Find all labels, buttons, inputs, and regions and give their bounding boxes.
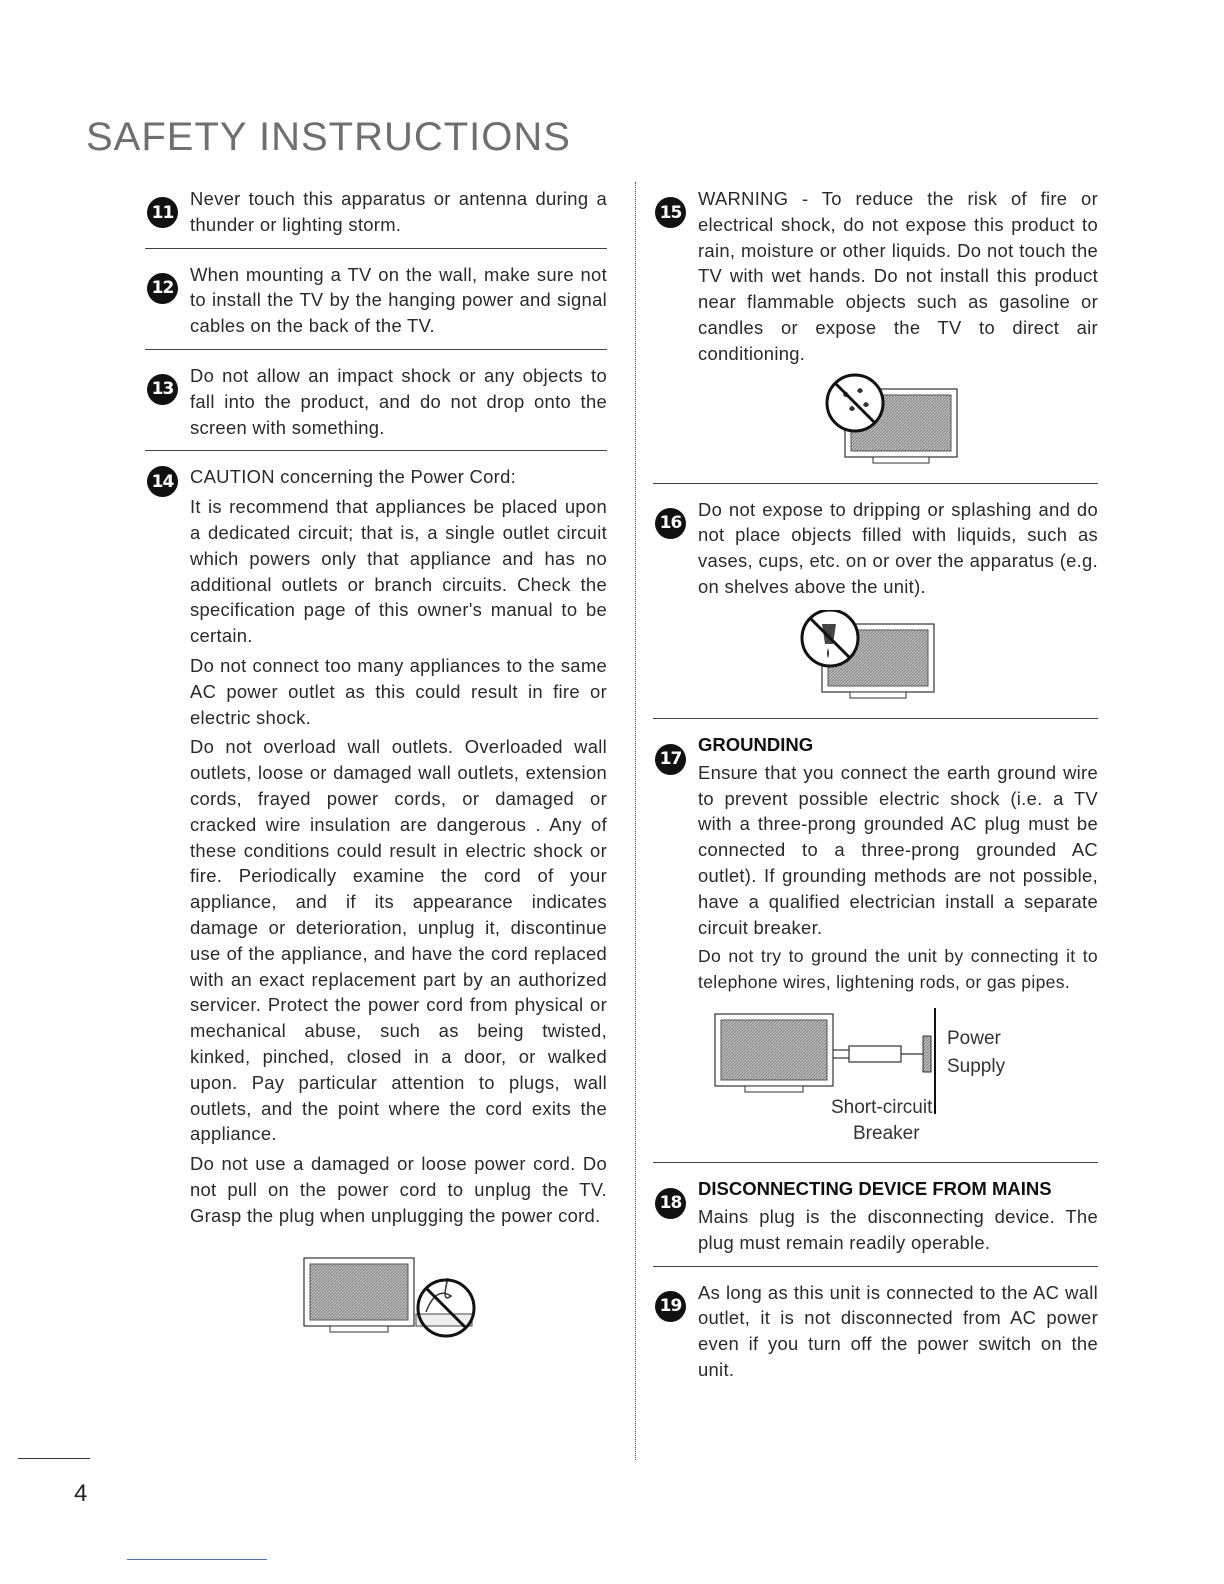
instruction-15 bbox=[653, 186, 1098, 367]
section-divider bbox=[653, 718, 1098, 719]
instruction-text: When mounting a TV on the wall, make sure not to install the TV by the hanging power and signal cables on the back of the TV. bbox=[190, 263, 607, 337]
instruction-text: As long as this unit is connected to the AC wall outlet, it is not disconnected from AC power even if you turn off the power switch on the unit. bbox=[698, 1281, 1098, 1380]
instruction-text: WARNING - To reduce the risk of fire or electrical shock, do not expose this product to rain, moisture or other liquids. Do not touch the TV with wet hands. Do not install this product near flammable objects such as gasoline or candles or expose the TV to direct air conditioning. bbox=[698, 188, 1098, 364]
instruction-14 bbox=[145, 464, 607, 1228]
caution-title: CAUTION concerning the Power Cord: bbox=[190, 466, 517, 488]
supply-label: Supply bbox=[947, 1055, 1006, 1077]
instruction-text: Never touch this apparatus or antenna during a thunder or lighting storm. bbox=[190, 188, 607, 235]
page-title: SAFETY INSTRUCTIONS bbox=[86, 114, 571, 159]
power-cord-warning-illustration bbox=[276, 1256, 476, 1346]
instruction-12 bbox=[145, 262, 607, 339]
item-number-badge: 16 bbox=[655, 508, 686, 539]
paragraph: Do not connect too many appliances to the same AC power outlet as this could result in fire or electric shock. bbox=[190, 654, 607, 728]
instruction-text: Do not allow an impact shock or any objects to fall into the product, and do not drop onto the screen with something. bbox=[190, 364, 607, 438]
section-divider bbox=[145, 248, 607, 249]
item-number-badge: 14 bbox=[147, 466, 178, 497]
instruction-text: Do not expose to dripping or splashing and do not place objects filled with liquids, such as vases, cups, etc. on or over the apparatus (e.g. on shelves above the unit). bbox=[698, 498, 1098, 597]
rain-tv-warning-illustration bbox=[823, 373, 973, 469]
section-divider bbox=[653, 1266, 1098, 1267]
instruction-text: Mains plug is the disconnecting device. The plug must remain readily operable. bbox=[698, 1205, 1098, 1253]
item-number-badge: 13 bbox=[147, 374, 178, 405]
item-number-badge: 12 bbox=[147, 273, 178, 304]
footer-rule bbox=[18, 1458, 90, 1459]
paragraph: Do not overload wall outlets. Overloaded wall outlets, loose or damaged wall outlets, extension cords, frayed power cords, or damaged or cracked wire insulation are dangerous . Any of these conditions could result in electric shock or fire. Periodically examine the cord of your appliance, and if its appearance indicates damage or deterioration, unplug it, discontinue use of the appliance, and have the cord replaced with an exact replacement part by an authorized servicer. Protect the power cord from physical or mechanical abuse, such as being twisted, kinked, pinched, closed in a door, or walked upon. Pay particular attention to plugs, wall outlets, and the point where the cord exits the appliance. bbox=[190, 736, 607, 1145]
right-column bbox=[653, 186, 1098, 1387]
bottom-link-line bbox=[127, 1559, 267, 1560]
instruction-19 bbox=[653, 1280, 1098, 1383]
instruction-11 bbox=[145, 186, 607, 238]
page-number: 4 bbox=[74, 1480, 88, 1507]
item-number-badge: 19 bbox=[655, 1291, 686, 1322]
instruction-18 bbox=[653, 1176, 1098, 1256]
instruction-17 bbox=[653, 732, 1098, 996]
breaker-label: Breaker bbox=[853, 1122, 920, 1144]
item-number-badge: 11 bbox=[147, 197, 178, 228]
instruction-16 bbox=[653, 497, 1098, 600]
item-number-badge: 15 bbox=[655, 197, 686, 228]
section-divider bbox=[653, 483, 1098, 484]
paragraph: Do not use a damaged or loose power cord. Do not pull on the power cord to unplug the TV. Grasp the plug when unplugging the power cord. bbox=[190, 1153, 607, 1226]
disconnecting-heading: DISCONNECTING DEVICE FROM MAINS bbox=[698, 1177, 1052, 1199]
paragraph: Do not try to ground the unit by connecting it to telephone wires, lightening rods, or gas pipes. bbox=[698, 946, 1098, 993]
liquid-vase-warning-illustration bbox=[798, 610, 948, 706]
column-divider bbox=[635, 182, 636, 1460]
power-label: Power bbox=[947, 1027, 1001, 1049]
short-circuit-label: Short-circuit bbox=[831, 1096, 933, 1118]
instruction-13 bbox=[145, 363, 607, 440]
grounding-heading: GROUNDING bbox=[698, 733, 814, 755]
paragraph: Ensure that you connect the earth ground wire to prevent possible electric shock (i.e. a TV with a three-prong grounded AC plug must be connected to a three-prong grounded AC outlet). If grounding methods are not possible, have a qualified electrician install a separate circuit breaker. bbox=[698, 761, 1098, 938]
paragraph: It is recommend that appliances be placed upon a dedicated circuit; that is, a single outlet circuit which powers only that appliance and has no additional outlets or branch circuits. Check the specification page of this owner's manual to be certain. bbox=[190, 496, 607, 647]
section-divider bbox=[653, 1162, 1098, 1163]
left-column bbox=[145, 186, 607, 1346]
item-number-badge: 17 bbox=[655, 744, 686, 775]
grounding-diagram bbox=[653, 1000, 1098, 1148]
section-divider bbox=[145, 450, 607, 451]
section-divider bbox=[145, 349, 607, 350]
item-number-badge: 18 bbox=[655, 1188, 686, 1219]
